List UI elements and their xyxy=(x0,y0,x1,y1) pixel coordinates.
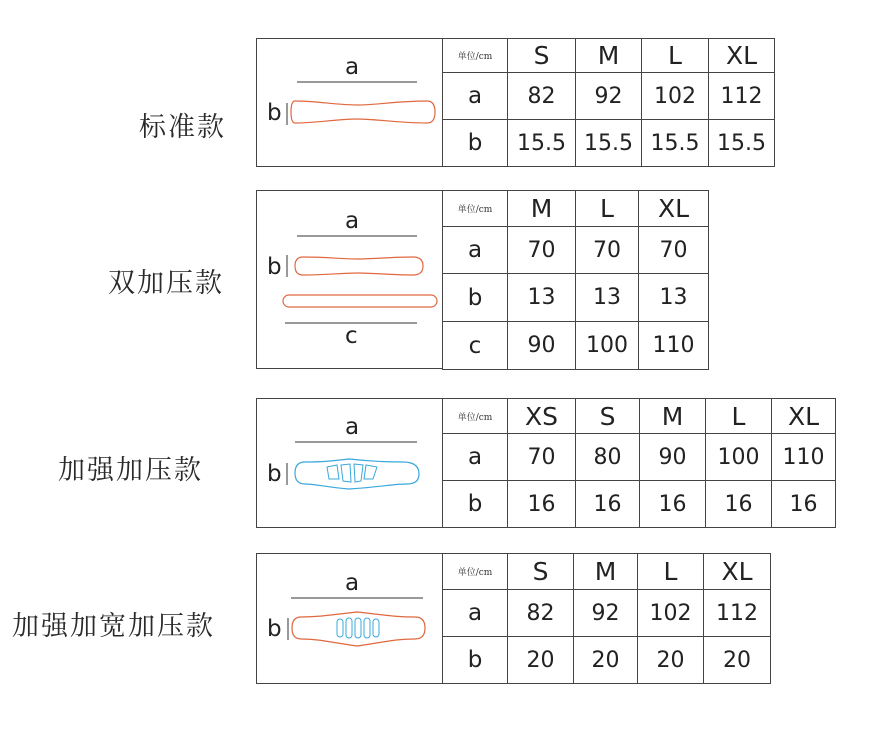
table-cell: 110 xyxy=(639,322,709,370)
size-header: L xyxy=(706,399,772,434)
size-table xyxy=(442,398,836,528)
table-cell: 70 xyxy=(508,434,576,481)
row-label: b xyxy=(443,120,508,167)
table-cell: 16 xyxy=(576,481,640,528)
size-header: L xyxy=(576,191,639,227)
size-table xyxy=(442,553,771,684)
table-cell: 15.5 xyxy=(576,120,642,167)
row-label: a xyxy=(443,590,508,637)
table-cell: 13 xyxy=(508,274,576,322)
size-table xyxy=(442,190,709,370)
unit-label: 单位/cm xyxy=(443,39,508,73)
size-header: M xyxy=(508,191,576,227)
dimension-label-c: c xyxy=(345,323,358,349)
size-header: XL xyxy=(772,399,836,434)
size-header: L xyxy=(642,39,709,73)
table-cell: 82 xyxy=(508,590,574,637)
size-header: M xyxy=(574,554,638,590)
table-cell: 70 xyxy=(639,227,709,274)
dimension-label-a: a xyxy=(345,208,360,234)
table-cell: 16 xyxy=(706,481,772,528)
row-label: b xyxy=(443,481,508,528)
table-cell: 20 xyxy=(574,637,638,684)
row-label: b xyxy=(443,637,508,684)
size-diagram xyxy=(256,398,442,528)
table-cell: 92 xyxy=(576,73,642,120)
size-diagram xyxy=(256,190,442,369)
table-cell: 15.5 xyxy=(642,120,709,167)
table-cell: 70 xyxy=(508,227,576,274)
table-cell: 15.5 xyxy=(508,120,576,167)
size-diagram xyxy=(256,553,442,684)
size-diagram xyxy=(256,38,442,167)
size-header: M xyxy=(576,39,642,73)
product-name: 加强加宽加压款 xyxy=(12,611,215,642)
table-cell: 92 xyxy=(574,590,638,637)
size-table xyxy=(442,38,775,167)
table-cell: 70 xyxy=(576,227,639,274)
dimension-label-a: a xyxy=(345,414,360,440)
table-cell: 110 xyxy=(772,434,836,481)
dimension-label-b: b xyxy=(267,461,282,487)
dimension-label-b: b xyxy=(267,100,282,126)
size-header: XL xyxy=(709,39,775,73)
product-name: 双加压款 xyxy=(108,268,224,299)
dimension-label-b: b xyxy=(267,254,282,280)
table-cell: 15.5 xyxy=(709,120,775,167)
table-cell: 112 xyxy=(704,590,771,637)
table-cell: 90 xyxy=(640,434,706,481)
size-header: L xyxy=(638,554,704,590)
product-name: 标准款 xyxy=(139,112,226,143)
row-label: a xyxy=(443,227,508,274)
unit-label: 单位/cm xyxy=(443,554,508,590)
table-cell: 112 xyxy=(709,73,775,120)
table-cell: 20 xyxy=(704,637,771,684)
row-label: a xyxy=(443,434,508,481)
table-cell: 13 xyxy=(639,274,709,322)
dimension-label-b: b xyxy=(267,616,282,642)
unit-label: 单位/cm xyxy=(443,399,508,434)
size-header: XS xyxy=(508,399,576,434)
size-header: XL xyxy=(704,554,771,590)
row-label: b xyxy=(443,274,508,322)
unit-label: 单位/cm xyxy=(443,191,508,227)
size-header: S xyxy=(508,554,574,590)
dimension-label-a: a xyxy=(345,54,360,80)
product-name: 加强加压款 xyxy=(58,455,203,486)
table-cell: 100 xyxy=(706,434,772,481)
table-cell: 100 xyxy=(576,322,639,370)
table-cell: 82 xyxy=(508,73,576,120)
table-cell: 16 xyxy=(772,481,836,528)
table-cell: 16 xyxy=(640,481,706,528)
size-header: M xyxy=(640,399,706,434)
row-label: a xyxy=(443,73,508,120)
table-cell: 20 xyxy=(638,637,704,684)
table-cell: 102 xyxy=(642,73,709,120)
table-cell: 13 xyxy=(576,274,639,322)
table-cell: 90 xyxy=(508,322,576,370)
size-header: S xyxy=(508,39,576,73)
table-cell: 20 xyxy=(508,637,574,684)
table-cell: 80 xyxy=(576,434,640,481)
table-cell: 16 xyxy=(508,481,576,528)
size-header: S xyxy=(576,399,640,434)
size-header: XL xyxy=(639,191,709,227)
dimension-label-a: a xyxy=(345,570,360,596)
row-label: c xyxy=(443,322,508,370)
table-cell: 102 xyxy=(638,590,704,637)
